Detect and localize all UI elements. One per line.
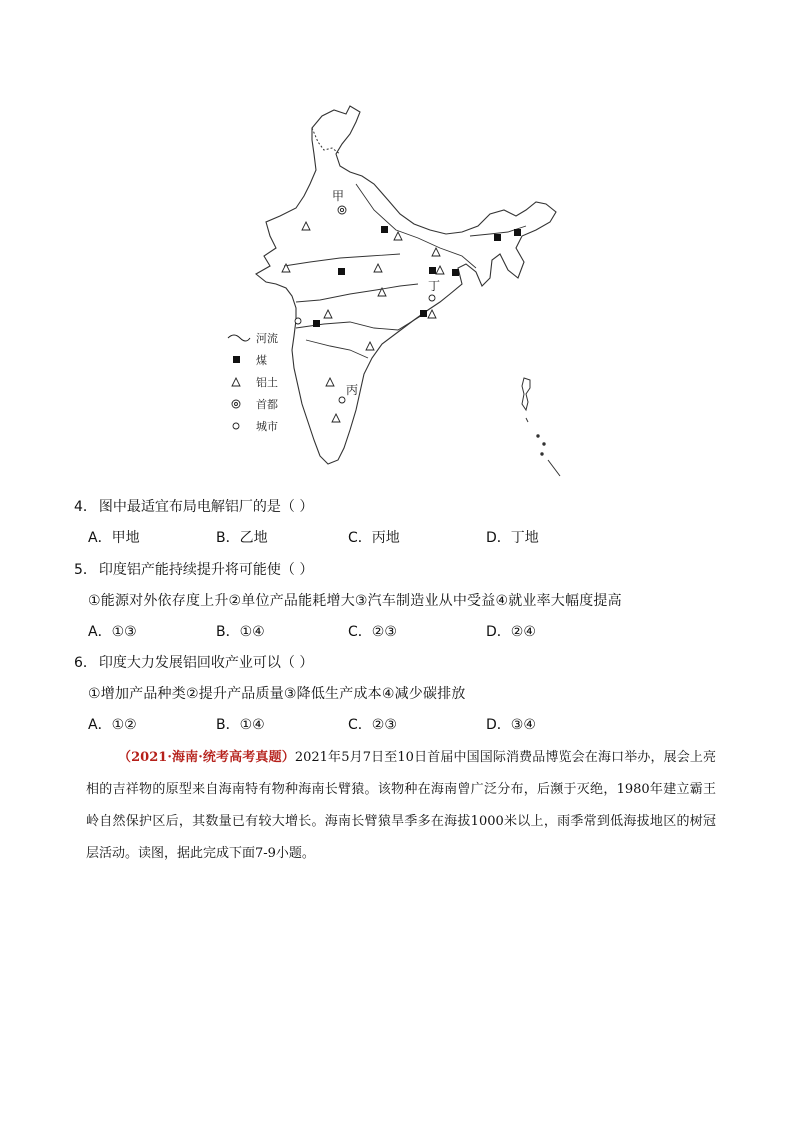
city-marker xyxy=(429,295,435,301)
coal-marker xyxy=(452,269,459,276)
bauxite-marker xyxy=(428,310,436,318)
question-6-option-d[interactable]: D．③④ xyxy=(486,717,536,733)
city-markers xyxy=(295,295,435,403)
question-4-option-b[interactable]: B．乙地 xyxy=(216,530,268,546)
question-4-stem xyxy=(74,497,313,517)
place-label-jia: 甲 xyxy=(332,189,345,203)
bauxite-marker xyxy=(394,232,402,240)
legend-city-symbol xyxy=(233,423,239,429)
question-6-stem xyxy=(74,653,313,673)
question-4-text: 图中最适宜布局电解铝厂的是（ ） xyxy=(98,499,314,515)
legend-river-label: 河流 xyxy=(256,332,278,345)
question-6-option-a[interactable]: A．①② xyxy=(88,717,137,733)
question-5-number: 5． xyxy=(74,562,97,578)
bauxite-marker xyxy=(366,342,374,350)
coal-marker xyxy=(338,268,345,275)
bauxite-marker xyxy=(432,248,440,256)
andaman-islands xyxy=(522,378,560,476)
question-5-option-b[interactable]: B．①④ xyxy=(216,624,265,640)
coal-marker xyxy=(420,310,427,317)
city-marker xyxy=(339,397,345,403)
question-6-text: 印度大力发展铝回收产业可以（ ） xyxy=(98,655,314,671)
passage-text: 2021年5月7日至10日首届中国国际消费品博览会在海口举办，展会上亮相的吉祥物的原型来自海南特有物种海南长臂猿。该物种在海南曾广泛分布，后濒于灭绝，1980年建立霸王岭自然保护区后，其数量已有较大增长。海南长臂猿旱季多在海拔1000米以上，雨季常到低海拔地区的树冠层活动。读图，据此完成下面7-9小题。 xyxy=(86,750,717,861)
question-5-option-a[interactable]: A．①③ xyxy=(88,624,137,640)
coal-marker xyxy=(514,229,521,236)
question-5-stem xyxy=(74,560,313,580)
bauxite-marker xyxy=(374,264,382,272)
legend-bauxite-label: 铝土 xyxy=(256,376,278,389)
place-label-bing: 丙 xyxy=(346,383,359,397)
legend-coal-label: 煤 xyxy=(256,354,267,367)
bauxite-markers xyxy=(282,222,444,422)
question-6-option-c[interactable]: C．②③ xyxy=(348,717,397,733)
bauxite-marker xyxy=(302,222,310,230)
question-5-option-c[interactable]: C．②③ xyxy=(348,624,397,640)
legend-capital-label: 首都 xyxy=(256,398,278,411)
legend-bauxite-symbol xyxy=(232,378,240,386)
india-resource-map xyxy=(200,88,580,488)
bauxite-marker xyxy=(436,266,444,274)
question-4-option-a[interactable]: A．甲地 xyxy=(88,530,140,546)
question-5-statements: ①能源对外依存度上升②单位产品能耗增大③汽车制造业从中受益④就业率大幅度提高 xyxy=(88,593,622,609)
question-4-option-d[interactable]: D．丁地 xyxy=(486,530,539,546)
question-6-statements: ①增加产品种类②提升产品质量③降低生产成本④减少碳排放 xyxy=(88,686,466,702)
legend-coal-symbol xyxy=(233,356,240,363)
coal-marker xyxy=(494,234,501,241)
map-legend xyxy=(228,331,278,433)
disputed-border xyxy=(312,128,340,154)
passage-source: （2021·海南·统考高考真题） xyxy=(118,750,295,765)
question-5-text: 印度铝产能持续提升将可能使（ ） xyxy=(98,562,314,578)
legend-river-symbol xyxy=(228,335,250,341)
bauxite-marker xyxy=(324,310,332,318)
city-marker xyxy=(295,318,301,324)
legend-capital-symbol xyxy=(232,400,240,408)
reading-passage xyxy=(86,742,716,870)
place-label-ding: 丁 xyxy=(428,279,441,293)
question-6-number: 6． xyxy=(74,655,97,671)
coal-marker xyxy=(381,226,388,233)
question-4-option-c[interactable]: C．丙地 xyxy=(348,530,400,546)
capital-marker xyxy=(338,206,346,214)
bauxite-marker xyxy=(332,414,340,422)
question-5-option-d[interactable]: D．②④ xyxy=(486,624,536,640)
bauxite-marker xyxy=(326,378,334,386)
coal-marker xyxy=(429,267,436,274)
rivers xyxy=(284,184,526,358)
question-6-option-b[interactable]: B．①④ xyxy=(216,717,265,733)
question-4-number: 4． xyxy=(74,499,97,515)
coal-marker xyxy=(313,320,320,327)
legend-city-label: 城市 xyxy=(256,420,278,433)
